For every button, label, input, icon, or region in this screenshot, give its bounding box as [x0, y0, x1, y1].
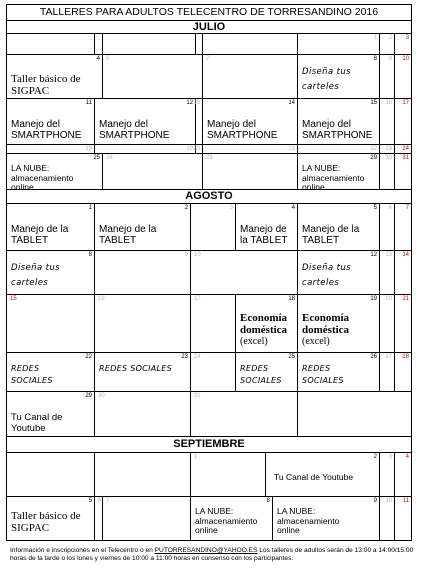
day-cell[interactable]	[203, 99, 298, 144]
day-number: 23	[181, 354, 188, 360]
month-header-julio: JULIO	[6, 21, 412, 34]
event-text: REDES	[11, 364, 40, 373]
day-cell	[95, 34, 103, 54]
day-number: 31	[402, 155, 409, 161]
event-text: almacenamiento	[11, 172, 74, 183]
day-number: 20	[193, 146, 200, 152]
day-number: 1	[373, 35, 377, 41]
day-number: 8	[88, 252, 92, 258]
day-number: 9	[373, 498, 377, 504]
day-cell	[191, 251, 298, 294]
event-la-nube[interactable]	[195, 507, 257, 536]
day-number: 3	[388, 454, 392, 460]
day-number: 24	[402, 146, 409, 152]
day-number: 5	[373, 205, 377, 211]
day-number: 20	[385, 296, 392, 302]
event-text: SMARTPHONE	[302, 130, 373, 141]
day-number: 23	[385, 146, 392, 152]
event-text: Economía	[302, 312, 350, 324]
day-cell	[298, 145, 380, 153]
week-row	[7, 497, 411, 541]
day-number: 9	[388, 56, 392, 62]
event-text: SMARTPHONE	[11, 130, 82, 141]
event-text: online	[11, 182, 34, 192]
event-tablet[interactable]	[240, 224, 287, 246]
day-cell	[395, 453, 411, 496]
calendar-julio	[6, 34, 412, 190]
day-cell	[193, 145, 203, 153]
day-number: 15	[370, 100, 377, 106]
week-row	[7, 145, 411, 154]
day-cell	[380, 295, 395, 352]
day-cell	[95, 497, 103, 540]
day-cell[interactable]	[298, 99, 380, 144]
footer-text: Los talleres de adultos serán de 13:00 a 14:00/15:00 horas de la tarde o los lunes y viernes de 10:00 a 11:00 horas en consenso con los participantes.	[10, 547, 414, 562]
event-economia-domestica[interactable]	[302, 312, 349, 348]
event-text: almacenamiento	[302, 172, 365, 183]
event-tablet[interactable]	[11, 224, 68, 246]
event-youtube[interactable]: Tu Canal de Youtube	[274, 472, 354, 482]
event-text: TABLET	[99, 235, 137, 246]
day-cell	[7, 453, 95, 496]
day-cell	[191, 204, 236, 250]
event-text: Tu Canal de	[11, 412, 63, 423]
event-text: Manejo de la	[99, 224, 157, 235]
week-row	[7, 204, 411, 251]
event-text: doméstica	[240, 324, 288, 336]
day-number: 29	[85, 393, 92, 399]
day-cell	[95, 392, 191, 436]
day-cell	[191, 392, 298, 436]
day-cell[interactable]	[298, 353, 380, 391]
day-number: 7	[106, 498, 110, 504]
day-number: 7	[405, 205, 409, 211]
day-cell	[380, 251, 395, 294]
day-cell[interactable]	[236, 204, 298, 250]
week-row	[7, 34, 411, 55]
event-text: carteles	[302, 82, 340, 92]
event-text: SIGPAC	[11, 85, 50, 97]
event-smartphone[interactable]	[207, 119, 277, 141]
day-cell	[103, 154, 203, 189]
day-cell[interactable]	[7, 251, 95, 294]
event-youtube[interactable]	[11, 412, 62, 434]
day-cell	[298, 34, 380, 54]
day-cell	[7, 295, 95, 352]
day-cell	[7, 145, 95, 153]
day-cell[interactable]	[298, 204, 380, 250]
event-text: Manejo del	[302, 119, 351, 130]
event-smartphone[interactable]	[302, 119, 372, 141]
day-number: 3	[405, 35, 409, 41]
event-text: online	[277, 525, 300, 535]
day-cell	[95, 453, 191, 496]
day-number: 25	[288, 354, 295, 360]
day-number: 29	[370, 155, 377, 161]
day-cell	[191, 453, 266, 496]
day-number: 10	[402, 56, 409, 62]
event-text: SMARTPHONE	[99, 130, 170, 141]
day-cell	[191, 353, 236, 391]
day-number: 28	[402, 354, 409, 360]
day-number: 5	[106, 56, 110, 62]
day-cell[interactable]	[273, 497, 380, 540]
event-text: online	[302, 182, 325, 192]
event-text: SIGPAC	[11, 522, 50, 534]
event-text: Diseña tus	[302, 67, 352, 77]
day-cell	[380, 55, 395, 98]
week-row	[7, 353, 411, 392]
event-text: online	[195, 525, 218, 535]
event-text: la TABLET	[240, 235, 288, 246]
day-cell[interactable]	[236, 295, 298, 352]
day-number: 10	[194, 252, 201, 258]
event-text: SOCIALES	[240, 376, 282, 385]
event-text: Economía	[240, 312, 288, 324]
event-text: SOCIALES	[302, 376, 344, 385]
day-number: 25	[93, 155, 100, 161]
day-number: 15	[10, 296, 17, 302]
event-text: almacenamiento	[277, 515, 340, 526]
day-number: 26	[370, 354, 377, 360]
day-cell[interactable]	[191, 497, 273, 540]
day-cell	[395, 145, 411, 153]
event-redes-sociales[interactable]	[302, 363, 344, 387]
event-tablet[interactable]	[302, 224, 359, 246]
day-number: 12	[186, 100, 193, 106]
day-cell	[203, 34, 298, 54]
day-number: 13	[193, 100, 200, 106]
event-la-nube[interactable]	[277, 507, 339, 536]
event-redes-sociales[interactable]	[11, 363, 53, 387]
event-la-nube[interactable]	[302, 164, 364, 193]
event-text: (excel)	[240, 336, 268, 347]
event-text: LA NUBE:	[11, 163, 50, 173]
day-number: 9	[184, 252, 188, 258]
day-cell	[196, 34, 203, 54]
event-smartphone[interactable]	[99, 119, 169, 141]
week-row	[7, 99, 411, 145]
day-number: 4	[96, 56, 100, 62]
day-cell[interactable]	[95, 99, 196, 144]
event-text: Diseña tus	[11, 263, 61, 273]
day-number: 22	[85, 354, 92, 360]
day-cell	[395, 99, 411, 144]
event-sigpac[interactable]	[11, 73, 80, 97]
month-header-agosto: AGOSTO	[6, 190, 412, 204]
email-link[interactable]: PUTORRESANDINO@YAHOO.ES	[154, 547, 258, 554]
day-cell	[95, 145, 196, 153]
day-number: 17	[402, 100, 409, 106]
day-cell	[103, 34, 196, 54]
day-cell[interactable]	[7, 99, 95, 144]
day-cell[interactable]	[95, 204, 191, 250]
event-text: Taller básico de	[11, 73, 81, 85]
day-number: 14	[288, 100, 295, 106]
day-cell[interactable]	[7, 497, 95, 540]
event-text: almacenamiento	[195, 515, 258, 526]
day-cell	[380, 145, 395, 153]
day-number: 1	[194, 454, 198, 460]
week-row	[7, 55, 411, 99]
day-cell	[7, 34, 95, 54]
calendar-septiembre	[6, 453, 412, 541]
day-cell	[395, 154, 411, 189]
event-redes-sociales[interactable]	[99, 363, 172, 375]
day-number: 19	[370, 296, 377, 302]
day-number: 3	[229, 205, 233, 211]
event-disena-carteles[interactable]	[302, 261, 351, 291]
day-number: 4	[291, 205, 295, 211]
event-text: Manejo de la	[11, 224, 69, 235]
event-text: Manejo del	[207, 119, 256, 130]
event-disena-carteles[interactable]	[11, 261, 60, 291]
week-row	[7, 295, 411, 353]
calendar-agosto	[6, 204, 412, 437]
event-text: (excel)	[302, 336, 330, 347]
day-cell[interactable]	[7, 353, 95, 391]
week-row	[7, 154, 411, 190]
event-text: Manejo del	[11, 119, 60, 130]
event-text: SOCIALES	[11, 376, 53, 385]
day-number: 26	[106, 155, 113, 161]
event-text: Youtube	[11, 423, 46, 434]
day-cell	[395, 34, 411, 54]
day-number: 16	[98, 296, 105, 302]
calendar-page	[6, 4, 412, 541]
week-row	[7, 392, 411, 437]
event-la-nube[interactable]	[11, 164, 73, 193]
day-cell[interactable]	[236, 353, 298, 391]
day-number: 17	[194, 296, 201, 302]
event-text: carteles	[11, 278, 49, 288]
day-number: 21	[288, 146, 295, 152]
day-number: 11	[85, 100, 92, 106]
day-cell	[203, 145, 298, 153]
event-text: LA NUBE:	[302, 163, 341, 173]
day-number: 18	[85, 146, 92, 152]
day-cell	[395, 251, 411, 294]
event-text: Taller básico de	[11, 510, 81, 522]
event-text: REDES SOCIALES	[99, 364, 173, 373]
day-number: 5	[88, 498, 92, 504]
day-cell[interactable]	[7, 392, 95, 436]
day-number: 14	[402, 252, 409, 258]
day-number: 30	[385, 155, 392, 161]
event-text: Manejo de la	[302, 224, 360, 235]
day-cell	[395, 497, 411, 540]
event-text: doméstica	[302, 324, 350, 336]
day-number: 6	[388, 205, 392, 211]
day-cell[interactable]	[298, 251, 380, 294]
week-row	[7, 251, 411, 295]
day-cell	[380, 353, 395, 391]
day-cell[interactable]	[7, 154, 103, 192]
day-number: 31	[194, 393, 201, 399]
day-number: 10	[385, 498, 392, 504]
day-number: 24	[194, 354, 201, 360]
day-number: 2	[373, 454, 377, 460]
event-text: Manejo de	[240, 224, 287, 235]
day-number: 30	[98, 393, 105, 399]
day-cell	[203, 55, 298, 98]
event-smartphone[interactable]	[11, 119, 81, 141]
event-text: LA NUBE:	[277, 506, 316, 516]
day-number: 22	[370, 146, 377, 152]
day-number: 21	[402, 296, 409, 302]
event-text: carteles	[302, 278, 340, 288]
day-cell	[395, 55, 411, 98]
day-cell	[380, 453, 395, 496]
day-cell[interactable]	[7, 204, 95, 250]
day-number: 1	[88, 205, 92, 211]
day-cell	[395, 295, 411, 352]
footer-info	[10, 547, 414, 563]
event-text: REDES	[240, 364, 269, 373]
day-cell	[298, 392, 411, 436]
page-title: TALLERES PARA ADULTOS TELECENTRO DE TORRESANDINO 2016	[6, 4, 412, 21]
day-number: 11	[402, 498, 409, 504]
day-cell[interactable]	[266, 453, 380, 496]
day-number: 12	[370, 252, 377, 258]
event-disena-carteles[interactable]	[302, 65, 351, 95]
event-text: LA NUBE:	[195, 506, 234, 516]
event-text: SMARTPHONE	[207, 130, 278, 141]
day-cell	[103, 55, 203, 98]
day-number: 13	[385, 252, 392, 258]
event-tablet[interactable]	[99, 224, 156, 246]
day-cell	[380, 99, 395, 144]
day-cell	[191, 295, 236, 352]
day-cell	[95, 295, 191, 352]
day-number: 19	[186, 146, 193, 152]
day-number: 2	[184, 205, 188, 211]
week-row	[7, 453, 411, 497]
day-number: 7	[206, 56, 210, 62]
day-cell	[395, 204, 411, 250]
day-number: 8	[373, 56, 377, 62]
day-number: 2	[388, 35, 392, 41]
day-cell[interactable]	[95, 353, 191, 391]
day-number: 4	[405, 454, 409, 460]
day-cell	[380, 34, 395, 54]
day-number: 16	[385, 100, 392, 106]
day-number: 8	[266, 498, 270, 504]
event-text: TABLET	[11, 235, 49, 246]
day-number: 6	[97, 498, 101, 504]
day-cell	[193, 99, 203, 144]
day-cell	[95, 251, 191, 294]
month-header-septiembre: SEPTIEMBRE	[6, 437, 412, 453]
event-redes-sociales[interactable]	[240, 363, 282, 387]
day-number: 27	[385, 354, 392, 360]
event-text: REDES	[302, 364, 331, 373]
day-number: 18	[288, 296, 295, 302]
event-text: Diseña tus	[302, 263, 352, 273]
day-cell[interactable]	[298, 55, 380, 98]
event-text: TABLET	[302, 235, 340, 246]
day-cell[interactable]	[298, 295, 380, 352]
day-number: 28	[206, 155, 213, 161]
day-cell[interactable]	[7, 55, 103, 98]
day-cell	[380, 154, 395, 189]
footer-text: Información e inscripciones en el Telecentro o en	[10, 547, 155, 554]
event-economia-domestica[interactable]	[240, 312, 287, 348]
day-cell	[395, 353, 411, 391]
day-cell	[203, 154, 298, 189]
day-cell	[380, 204, 395, 250]
day-cell	[103, 497, 191, 540]
event-text: Manejo del	[99, 119, 148, 130]
day-cell[interactable]	[298, 154, 380, 192]
day-cell	[380, 497, 395, 540]
event-sigpac[interactable]	[11, 510, 80, 534]
